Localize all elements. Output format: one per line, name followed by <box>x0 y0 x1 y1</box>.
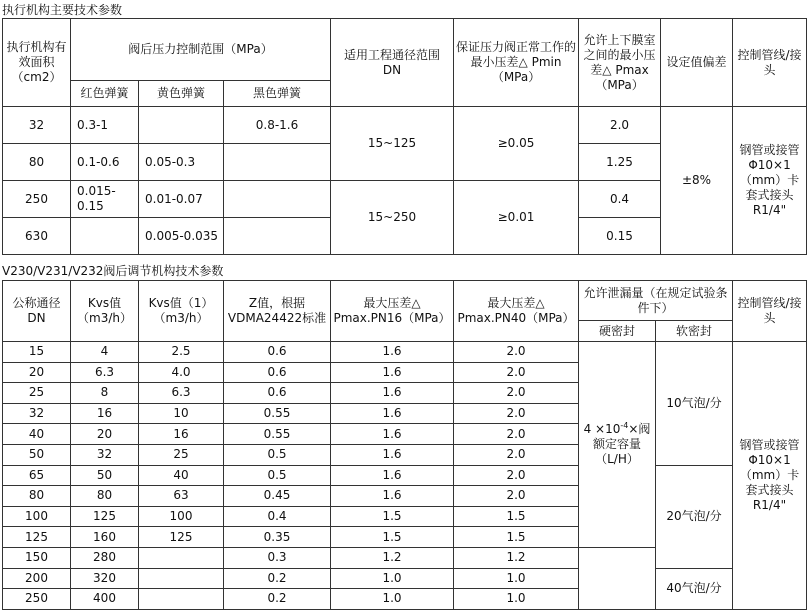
cell-kvs1: 2.5 <box>139 342 224 363</box>
cell-kvs1 <box>139 568 224 589</box>
header-hard-seal: 硬密封 <box>579 321 656 342</box>
cell-p16: 1.6 <box>331 403 454 424</box>
cell-area: 630 <box>3 218 71 255</box>
cell-yellow: 0.01-0.07 <box>139 181 224 218</box>
cell-z: 0.35 <box>224 527 331 548</box>
cell-kvs1: 125 <box>139 527 224 548</box>
cell-p40: 2.0 <box>454 362 579 383</box>
header-control-pipe: 控制管线/接头 <box>733 281 807 342</box>
header-z-value: Z值，根据VDMA24422标准 <box>224 281 331 342</box>
cell-black <box>224 181 331 218</box>
cell-p16: 1.6 <box>331 444 454 465</box>
header-dn-range: 适用工程通径范围 DN <box>331 19 454 107</box>
cell-dn: 25 <box>3 383 71 404</box>
cell-kvs1 <box>139 547 224 568</box>
cell-yellow: 0.05-0.3 <box>139 144 224 181</box>
cell-control-pipe: 钢管或接管Φ10×1（mm）卡套式接头R1/4" <box>733 342 807 610</box>
cell-hard-seal-empty <box>579 547 656 609</box>
header-black-spring: 黑色弹簧 <box>224 81 331 107</box>
cell-soft-seal-40: 40气泡/分 <box>656 568 733 609</box>
cell-kvs1: 100 <box>139 506 224 527</box>
cell-deviation: ±8% <box>661 107 733 255</box>
hard-seal-exponent: -4 <box>620 420 629 430</box>
cell-kvs: 400 <box>71 589 139 610</box>
table-row <box>3 465 807 486</box>
cell-p16: 1.5 <box>331 506 454 527</box>
cell-kvs1 <box>139 589 224 610</box>
cell-p40: 1.0 <box>454 589 579 610</box>
cell-p40: 1.5 <box>454 506 579 527</box>
cell-soft-seal-20: 20气泡/分 <box>656 465 733 568</box>
cell-area: 32 <box>3 107 71 144</box>
cell-kvs: 4 <box>71 342 139 363</box>
cell-z: 0.6 <box>224 383 331 404</box>
cell-p16: 1.5 <box>331 527 454 548</box>
cell-z: 0.6 <box>224 342 331 363</box>
cell-kvs1: 4.0 <box>139 362 224 383</box>
cell-dn: 200 <box>3 568 71 589</box>
cell-kvs1: 10 <box>139 403 224 424</box>
cell-dn: 250 <box>3 589 71 610</box>
cell-red: 0.1-0.6 <box>71 144 139 181</box>
cell-z: 0.55 <box>224 424 331 445</box>
cell-dn: 20 <box>3 362 71 383</box>
header-dn: 公称通径 DN <box>3 281 71 342</box>
cell-p40: 2.0 <box>454 486 579 507</box>
header-deviation: 设定值偏差 <box>661 19 733 107</box>
cell-p40: 1.2 <box>454 547 579 568</box>
cell-red: 0.015-0.15 <box>71 181 139 218</box>
cell-p16: 1.6 <box>331 486 454 507</box>
cell-p40: 2.0 <box>454 444 579 465</box>
header-kvs: Kvs值（m3/h） <box>71 281 139 342</box>
header-area: 执行机构有效面积（cm2） <box>3 19 71 107</box>
header-pmax-pn40: 最大压差△ Pmax.PN40（MPa） <box>454 281 579 342</box>
cell-z: 0.45 <box>224 486 331 507</box>
cell-pmax: 0.4 <box>579 181 661 218</box>
cell-z: 0.5 <box>224 465 331 486</box>
header-control-pipe: 控制管线/接头 <box>733 19 807 107</box>
cell-dn: 65 <box>3 465 71 486</box>
cell-kvs: 160 <box>71 527 139 548</box>
header-pmin: 保证压力阀正常工作的最小压差△ Pmin（MPa） <box>454 19 579 107</box>
table-row <box>3 568 807 589</box>
cell-hard-seal-leakage <box>579 342 656 548</box>
cell-kvs: 125 <box>71 506 139 527</box>
cell-p16: 1.0 <box>331 568 454 589</box>
cell-black: 0.8-1.6 <box>224 107 331 144</box>
cell-z: 0.4 <box>224 506 331 527</box>
header-kvs1: Kvs值（1）（m3/h） <box>139 281 224 342</box>
cell-z: 0.5 <box>224 444 331 465</box>
cell-yellow <box>139 107 224 144</box>
cell-p40: 1.5 <box>454 527 579 548</box>
cell-kvs1: 40 <box>139 465 224 486</box>
cell-kvs: 320 <box>71 568 139 589</box>
cell-kvs1: 6.3 <box>139 383 224 404</box>
cell-z: 0.55 <box>224 403 331 424</box>
cell-black <box>224 218 331 255</box>
hard-seal-text-a: 4 ×10 <box>583 421 621 436</box>
cell-pmin-a: ≥0.05 <box>454 107 579 181</box>
cell-z: 0.3 <box>224 547 331 568</box>
actuator-parameters-table <box>2 18 807 255</box>
cell-dn-a: 15~125 <box>331 107 454 181</box>
cell-soft-seal-10: 10气泡/分 <box>656 342 733 466</box>
cell-area: 250 <box>3 181 71 218</box>
header-red-spring: 红色弹簧 <box>71 81 139 107</box>
cell-kvs: 6.3 <box>71 362 139 383</box>
cell-control-pipe: 钢管或接管Φ10×1（mm）卡套式接头R1/4" <box>733 107 807 255</box>
cell-z: 0.2 <box>224 589 331 610</box>
cell-p40: 1.0 <box>454 568 579 589</box>
cell-pmax: 2.0 <box>579 107 661 144</box>
cell-dn: 40 <box>3 424 71 445</box>
cell-black <box>224 144 331 181</box>
cell-yellow: 0.005-0.035 <box>139 218 224 255</box>
cell-z: 0.2 <box>224 568 331 589</box>
cell-dn: 50 <box>3 444 71 465</box>
cell-p40: 2.0 <box>454 342 579 363</box>
cell-red: 0.3-1 <box>71 107 139 144</box>
cell-pmax: 0.15 <box>579 218 661 255</box>
cell-kvs1: 63 <box>139 486 224 507</box>
cell-p16: 1.6 <box>331 342 454 363</box>
table-row <box>3 342 807 363</box>
header-pmax-pn16: 最大压差△ Pmax.PN16（MPa） <box>331 281 454 342</box>
regulator-parameters-table <box>2 280 807 610</box>
cell-p40: 2.0 <box>454 383 579 404</box>
cell-z: 0.6 <box>224 362 331 383</box>
cell-p16: 1.6 <box>331 362 454 383</box>
cell-dn-b: 15~250 <box>331 181 454 255</box>
cell-dn: 125 <box>3 527 71 548</box>
cell-kvs: 280 <box>71 547 139 568</box>
header-leakage: 允许泄漏量（在规定试验条件下） <box>579 281 733 321</box>
cell-kvs: 50 <box>71 465 139 486</box>
cell-p40: 2.0 <box>454 424 579 445</box>
cell-kvs1: 25 <box>139 444 224 465</box>
header-soft-seal: 软密封 <box>656 321 733 342</box>
header-yellow-spring: 黄色弹簧 <box>139 81 224 107</box>
cell-p16: 1.2 <box>331 547 454 568</box>
table-row <box>3 107 807 144</box>
cell-red <box>71 218 139 255</box>
cell-dn: 150 <box>3 547 71 568</box>
cell-p16: 1.0 <box>331 589 454 610</box>
header-pmax: 允许上下膜室之间的最小压差△ Pmax（MPa） <box>579 19 661 107</box>
hard-seal-text-b: ×阀额定容量（L/H） <box>592 421 651 466</box>
cell-kvs: 80 <box>71 486 139 507</box>
cell-pmax: 1.25 <box>579 144 661 181</box>
cell-dn: 32 <box>3 403 71 424</box>
cell-dn: 15 <box>3 342 71 363</box>
cell-area: 80 <box>3 144 71 181</box>
cell-dn: 80 <box>3 486 71 507</box>
cell-pmin-b: ≥0.01 <box>454 181 579 255</box>
cell-kvs: 20 <box>71 424 139 445</box>
cell-kvs: 8 <box>71 383 139 404</box>
cell-kvs1: 16 <box>139 424 224 445</box>
header-pressure-range: 阀后压力控制范围（MPa） <box>71 19 331 81</box>
cell-kvs: 32 <box>71 444 139 465</box>
cell-dn: 100 <box>3 506 71 527</box>
cell-p16: 1.6 <box>331 383 454 404</box>
cell-p16: 1.6 <box>331 424 454 445</box>
cell-p40: 2.0 <box>454 403 579 424</box>
cell-p16: 1.6 <box>331 465 454 486</box>
table1-caption: 执行机构主要技术参数 <box>2 3 123 17</box>
cell-p40: 2.0 <box>454 465 579 486</box>
table2-caption: V230/V231/V232阀后调节机构技术参数 <box>2 264 224 278</box>
cell-kvs: 16 <box>71 403 139 424</box>
